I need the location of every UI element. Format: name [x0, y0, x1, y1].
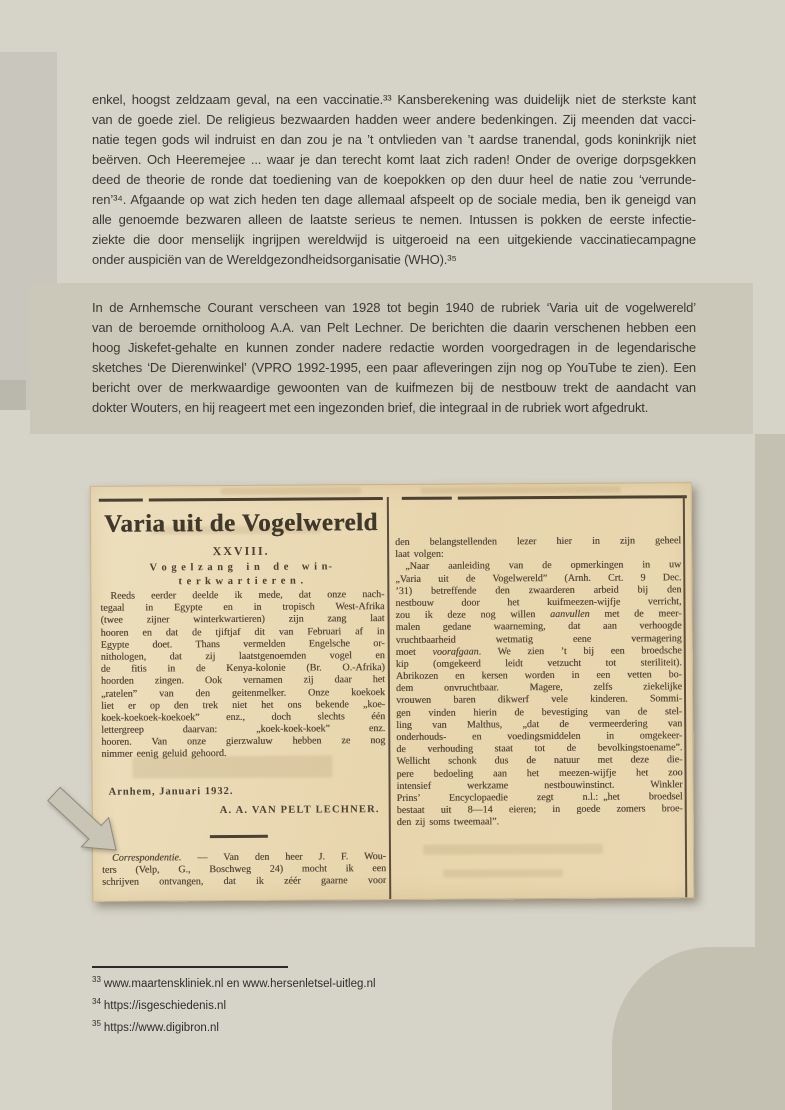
text-line: zou ik deze nog willen aanvullen met de meer- — [395, 608, 682, 622]
clipping-correspondence — [102, 851, 386, 889]
text-line: enkel, hoogst zeldzaam geval, na een vaccinatie.³³ Kansberekening was duidelijk niet de sterkste kant — [92, 92, 696, 107]
text-line: Correspondentie. — Van den heer J. F. Wou- — [111, 851, 387, 864]
text-line: nimmer eenig geluid gehoord. — [101, 748, 227, 761]
clipping-subtitle-line2: t e r k w a r t i e r e n . — [178, 575, 305, 588]
text-line: hoorden zingen. Ook vernamen zij daar het — [100, 674, 385, 688]
text-line: de verhouding staat tot de bevolkingstoename”. — [396, 742, 683, 756]
text-line: pere bedoeling aan het meezen-wijfje het zoo — [396, 766, 683, 780]
text-line: bestaat uit 8—14 eieren; in goede zomers broe- — [396, 803, 683, 817]
text-line: Wellicht schonk dus de natuur met deze die- — [396, 754, 683, 768]
text-line: beërven. Och Heeremejee ... waar je dan terecht komt laat zich raden! Onder de overige dorpsgekken — [92, 152, 696, 167]
text-line: alle genoemde bezwaren alleen de laatste serieus te nemen. Intussen is pokken de eerste infectie- — [92, 212, 696, 227]
footnote-url: https://isgeschiedenis.nl — [103, 999, 227, 1012]
footnote-url: https://www.digibron.nl — [103, 1021, 219, 1034]
text-line: onder auspiciën van de Wereldgezondheidsorganisatie (WHO).³⁵ — [92, 252, 457, 267]
masthead-rule — [149, 497, 383, 501]
footnote-marker: 34 — [92, 996, 101, 1006]
paper-bleed-ghost — [221, 487, 361, 495]
text-line: den belangstellenden lezer hier in zijn geheel — [395, 535, 682, 548]
text-line: hooren. Van onze gierzwaluw hebben ze nog — [101, 735, 386, 749]
text-line: ters (Velp, G., Boschweg 24) mocht ik een — [102, 863, 387, 876]
text-line: den zij soms tweemaal”. — [396, 816, 500, 829]
paper-bleed-ghost — [443, 869, 563, 878]
text-line: (twee zijner winterkwartieren) zijn zang laat — [100, 613, 385, 627]
text-line: laat volgen: — [395, 548, 444, 561]
text-line: schrijven ontvangen, dat ik zéér gaarne voor — [102, 875, 387, 889]
text-line: ling van Malthus, „dat de vermeerdering van — [396, 718, 683, 731]
text-line: Abrikozen en kersen worden in een vetten bo- — [395, 669, 682, 683]
text-line: Prins’ Encyclopaedie zegt n.l.: „het broedsel — [396, 791, 683, 804]
text-line: deed de theorie de ronde dat toediening van de koepokken op den duur heel de natie zou ‘verrunde- — [92, 172, 696, 187]
right-edge-rule — [683, 495, 687, 897]
masthead-rule — [458, 495, 687, 499]
text-line: intensief werkzame nestbouwinstinct. Winkler — [396, 778, 683, 792]
text-line: moet voorafgaan. We zien ’t bij een broedsche — [395, 644, 682, 658]
text-line: bericht over de merkwaardige gewoonten van de kuifmezen bij de nestbouw trekt de aandacht van — [92, 380, 696, 395]
text-line: natie tegen gods wil indruist en dan zou je na ’t ontvlieden van ’t aardse tranendal, gods koninkrijk niet — [92, 132, 696, 147]
clipping-subtitle-line1: V o g e l z a n g i n d e w i n- — [149, 561, 334, 574]
column-divider-rule — [387, 497, 391, 899]
paper-bleed-ghost — [423, 844, 603, 855]
text-line: sketches ‘De Dierenwinkel’ (VPRO 1992-1995, een paar afleveringen zijn nog op YouTube te zien). Een — [92, 360, 696, 375]
body-paragraph-1 — [92, 90, 696, 270]
text-line: In de Arnhemsche Courant verscheen van 1928 tot begin 1940 de rubriek ‘Varia uit de vogelwereld’ — [92, 300, 696, 315]
clipping-left-column — [100, 589, 385, 761]
text-line: ’31) betreffende den zwaarderen arbeid bij den — [395, 583, 682, 597]
bottom-corner-shape — [612, 947, 785, 1110]
footnote-marker: 33 — [92, 975, 101, 984]
footnote — [92, 1015, 512, 1037]
annotation-arrow — [46, 786, 126, 864]
masthead-rule — [99, 499, 143, 502]
text-line: dokter Wouters, en hij reageert met een ingezonden brief, die integraal in de rubriek wort afgedrukt. — [92, 400, 649, 415]
text-line: dem onvruchtbaar. Magere, zelfs ziekelijke — [395, 681, 683, 695]
text-line: lettergreep daarvan: „koek-koek-koek” enz. — [101, 723, 386, 736]
text-line: ren’³⁴. Afgaande op wat zich heden ten dage allemaal afspeelt op de sociale media, ben ik geneigd van — [92, 192, 696, 207]
text-line: hooren en dat de tjiftjaf dit van Februari af in — [100, 625, 385, 639]
body-paragraph-2 — [92, 298, 696, 418]
clipping-numeral: XXVIII. — [212, 543, 270, 559]
footnote-marker: 35 — [92, 1018, 101, 1028]
clipping-dateline: Arnhem, Januari 1932. — [108, 785, 234, 798]
newspaper-clipping — [90, 482, 695, 902]
text-line: de fitis in de Kenya-kolonie (Br. O.-Afrika) — [100, 662, 385, 675]
text-line: van de goede ziel. De religieus bezwaarden hadden weer andere bedenkingen. Zij meenden dat vacci- — [92, 112, 696, 127]
text-line: nestbouw door het kuifmeezen-wijfje verricht, — [395, 596, 682, 609]
section-divider-rule — [210, 835, 268, 838]
clipping-right-column — [395, 535, 683, 829]
text-line: Reeds eerder deelde ik mede, dat onze nach- — [100, 589, 385, 602]
left-bar-corner-notch — [0, 380, 26, 410]
text-line: Egypte doet. Thans vermelden Engelsche or- — [100, 637, 385, 651]
text-line: „ratelen” van den geitenmelker. Onze koekoek — [100, 686, 386, 700]
text-line: liet er op den trek niet het ons bekende „koe- — [101, 698, 386, 712]
text-line: hoog Jiskefet-gehalte en kunnen zonder nadere redactie worden voorgedragen in de legendarische — [92, 340, 696, 355]
footnote — [92, 971, 512, 993]
footnote-url: www.maartenskliniek.nl en www.hersenletsel-uitleg.nl — [103, 977, 376, 990]
text-line: koek-koekoek-koekoek” enz., doch slechts één — [101, 710, 386, 724]
masthead-rule — [402, 497, 452, 500]
text-line: tegaal in Egypte en in tropisch West-Afrika — [100, 601, 385, 614]
footnote-separator-rule — [92, 966, 288, 968]
text-line: ziekte die door menselijk ingrijpen wereldwijd is uitgeroeid na een uitgekiende vaccinatiecampagne — [92, 232, 696, 247]
text-line: nithologen, dat zij laatstgenoemden vogel en — [100, 649, 385, 663]
footnotes — [92, 971, 512, 1036]
text-line: vruchtbaarheid wetmatig eene vermagering — [395, 632, 682, 646]
footnote — [92, 993, 512, 1015]
text-line: gen vinden hierin de bevestiging van de stel- — [396, 705, 683, 719]
text-line: van de beroemde ornitholoog A.A. van Pelt Lechner. De berichten die daarin verschenen hebben een — [92, 320, 696, 335]
clipping-signature: A. A. VAN PELT LECHNER. — [219, 804, 380, 817]
text-line: vrouwen baren dikwerf vele kinderen. Sommi- — [396, 693, 683, 707]
text-line: kip (omgekeerd leidt vetzucht tot steriliteit). — [395, 657, 682, 670]
text-line: malen gedane waarneming, dat aan verhoogde — [395, 620, 682, 634]
text-line: onderhouds- en voedingsmiddelen in omgekeer- — [396, 730, 683, 743]
clipping-title: Varia uit de Vogelwereld — [103, 509, 378, 538]
text-line: „Naar aanleiding van de opmerkingen in uw — [395, 559, 682, 573]
paper-bleed-ghost — [421, 487, 621, 494]
text-line: „Varia uit de Vogelwereld” (Arnh. Crt. 9 Dec. — [395, 571, 682, 585]
